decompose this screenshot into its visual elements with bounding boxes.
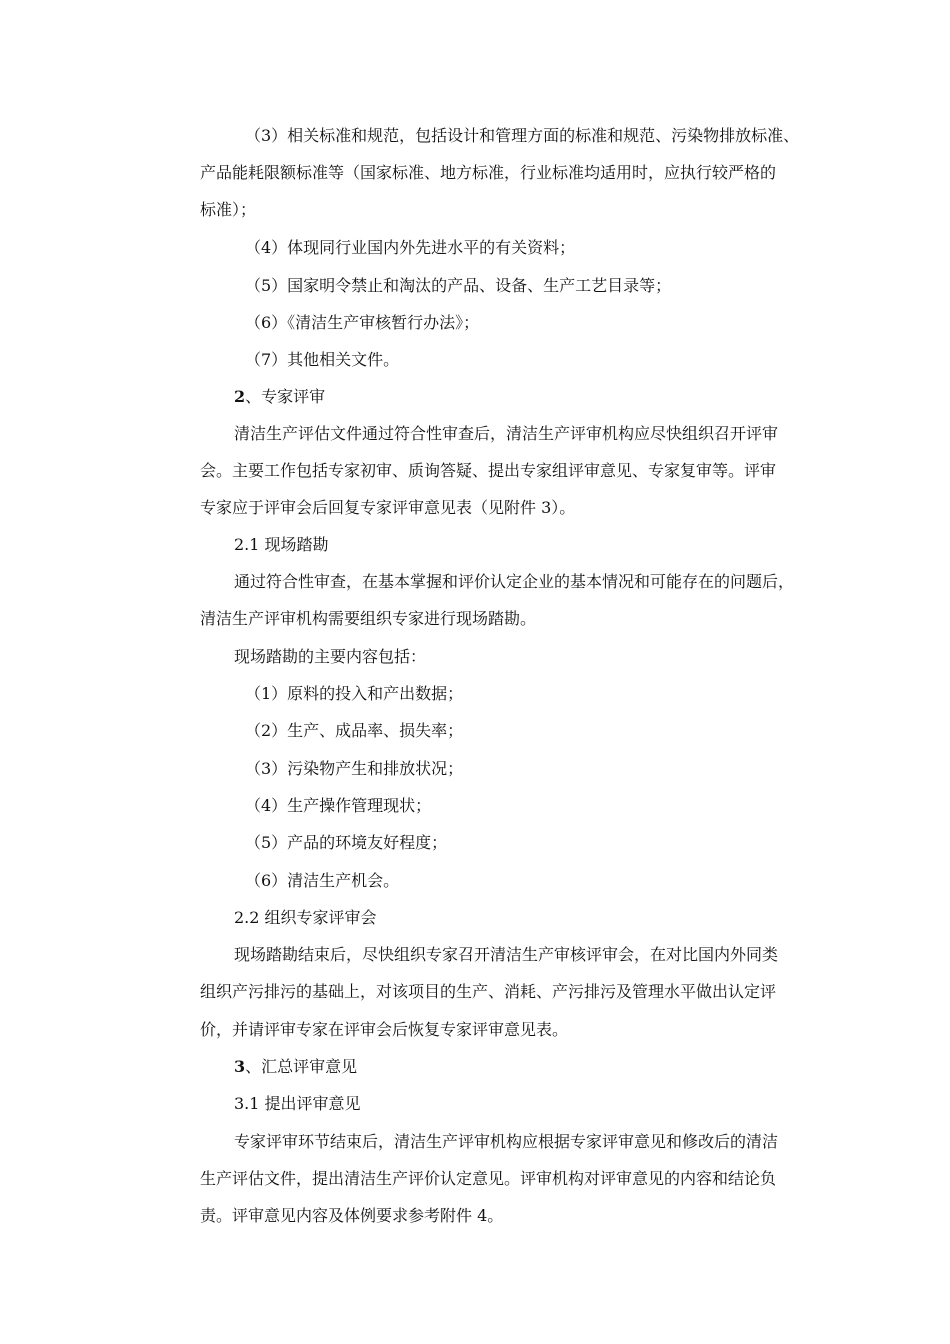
section-2-para-line-1: 清洁生产评估文件通过符合性审查后，清洁生产评审机构应尽快组织召开评审 (234, 424, 779, 443)
list-item-3-line-1: （3）相关标准和规范，包括设计和管理方面的标准和规范、污染物排放标准、 (245, 126, 800, 145)
section-2-heading (234, 387, 810, 407)
survey-item-5: （5）产品的环境友好程度； (245, 833, 448, 852)
section-3-number: 3 (234, 1057, 246, 1076)
survey-item-4: （4）生产操作管理现状； (245, 796, 432, 815)
list-item-6: （6）《清洁生产审核暂行办法》； (245, 313, 480, 332)
section-2-2-para-line-3: 价，并请评审专家在评审会后恢复专家评审意见表。 (200, 1020, 569, 1039)
survey-item-6: （6）清洁生产机会。 (245, 871, 400, 890)
section-2-1-para-line-1: 通过符合性审查，在基本掌握和评价认定企业的基本情况和可能存在的问题后， (234, 572, 795, 591)
survey-item-1: （1）原料的投入和产出数据； (245, 684, 464, 703)
section-2-2-heading: 2.2 组织专家评审会 (234, 908, 377, 927)
list-item-5: （5）国家明令禁止和淘汰的产品、设备、生产工艺目录等； (245, 276, 672, 295)
section-3-1-para-line-1: 专家评审环节结束后，清洁生产评审机构应根据专家评审意见和修改后的清洁 (234, 1132, 779, 1151)
section-3-heading (234, 1057, 810, 1077)
list-item-7: （7）其他相关文件。 (245, 350, 400, 369)
section-2-2-para-line-2: 组织产污排污的基础上，对该项目的生产、消耗、产污排污及管理水平做出认定评 (200, 982, 777, 1001)
list-item-3-line-2: 产品能耗限额标准等（国家标准、地方标准，行业标准均适用时，应执行较严格的 (200, 163, 777, 182)
section-2-para-line-2: 会。主要工作包括专家初审、质询答疑、提出专家组评审意见、专家复审等。评审 (200, 461, 777, 480)
section-2-1-intro: 现场踏勘的主要内容包括： (234, 647, 427, 666)
section-2-title: 、专家评审 (245, 387, 326, 406)
section-3-1-heading: 3.1 提出评审意见 (234, 1094, 361, 1113)
section-3-title: 、汇总评审意见 (245, 1057, 358, 1076)
list-item-4: （4）体现同行业国内外先进水平的有关资料； (245, 238, 576, 257)
section-2-1-heading: 2.1 现场踏勘 (234, 535, 329, 554)
section-2-1-para-line-2: 清洁生产评审机构需要组织专家进行现场踏勘。 (200, 609, 537, 628)
list-item-3-line-3: 标准）； (200, 200, 257, 219)
section-3-1-para-line-2: 生产评估文件，提出清洁生产评价认定意见。评审机构对评审意见的内容和结论负 (200, 1169, 777, 1188)
section-2-2-para-line-1: 现场踏勘结束后，尽快组织专家召开清洁生产审核评审会，在对比国内外同类 (234, 945, 779, 964)
section-2-para-line-3: 专家应于评审会后回复专家评审意见表（见附件 3）。 (200, 498, 576, 517)
section-3-1-para-line-3: 责。评审意见内容及体例要求参考附件 4。 (200, 1206, 504, 1225)
survey-item-3: （3）污染物产生和排放状况； (245, 759, 464, 778)
section-2-number: 2 (234, 387, 246, 406)
survey-item-2: （2）生产、成品率、损失率； (245, 721, 464, 740)
